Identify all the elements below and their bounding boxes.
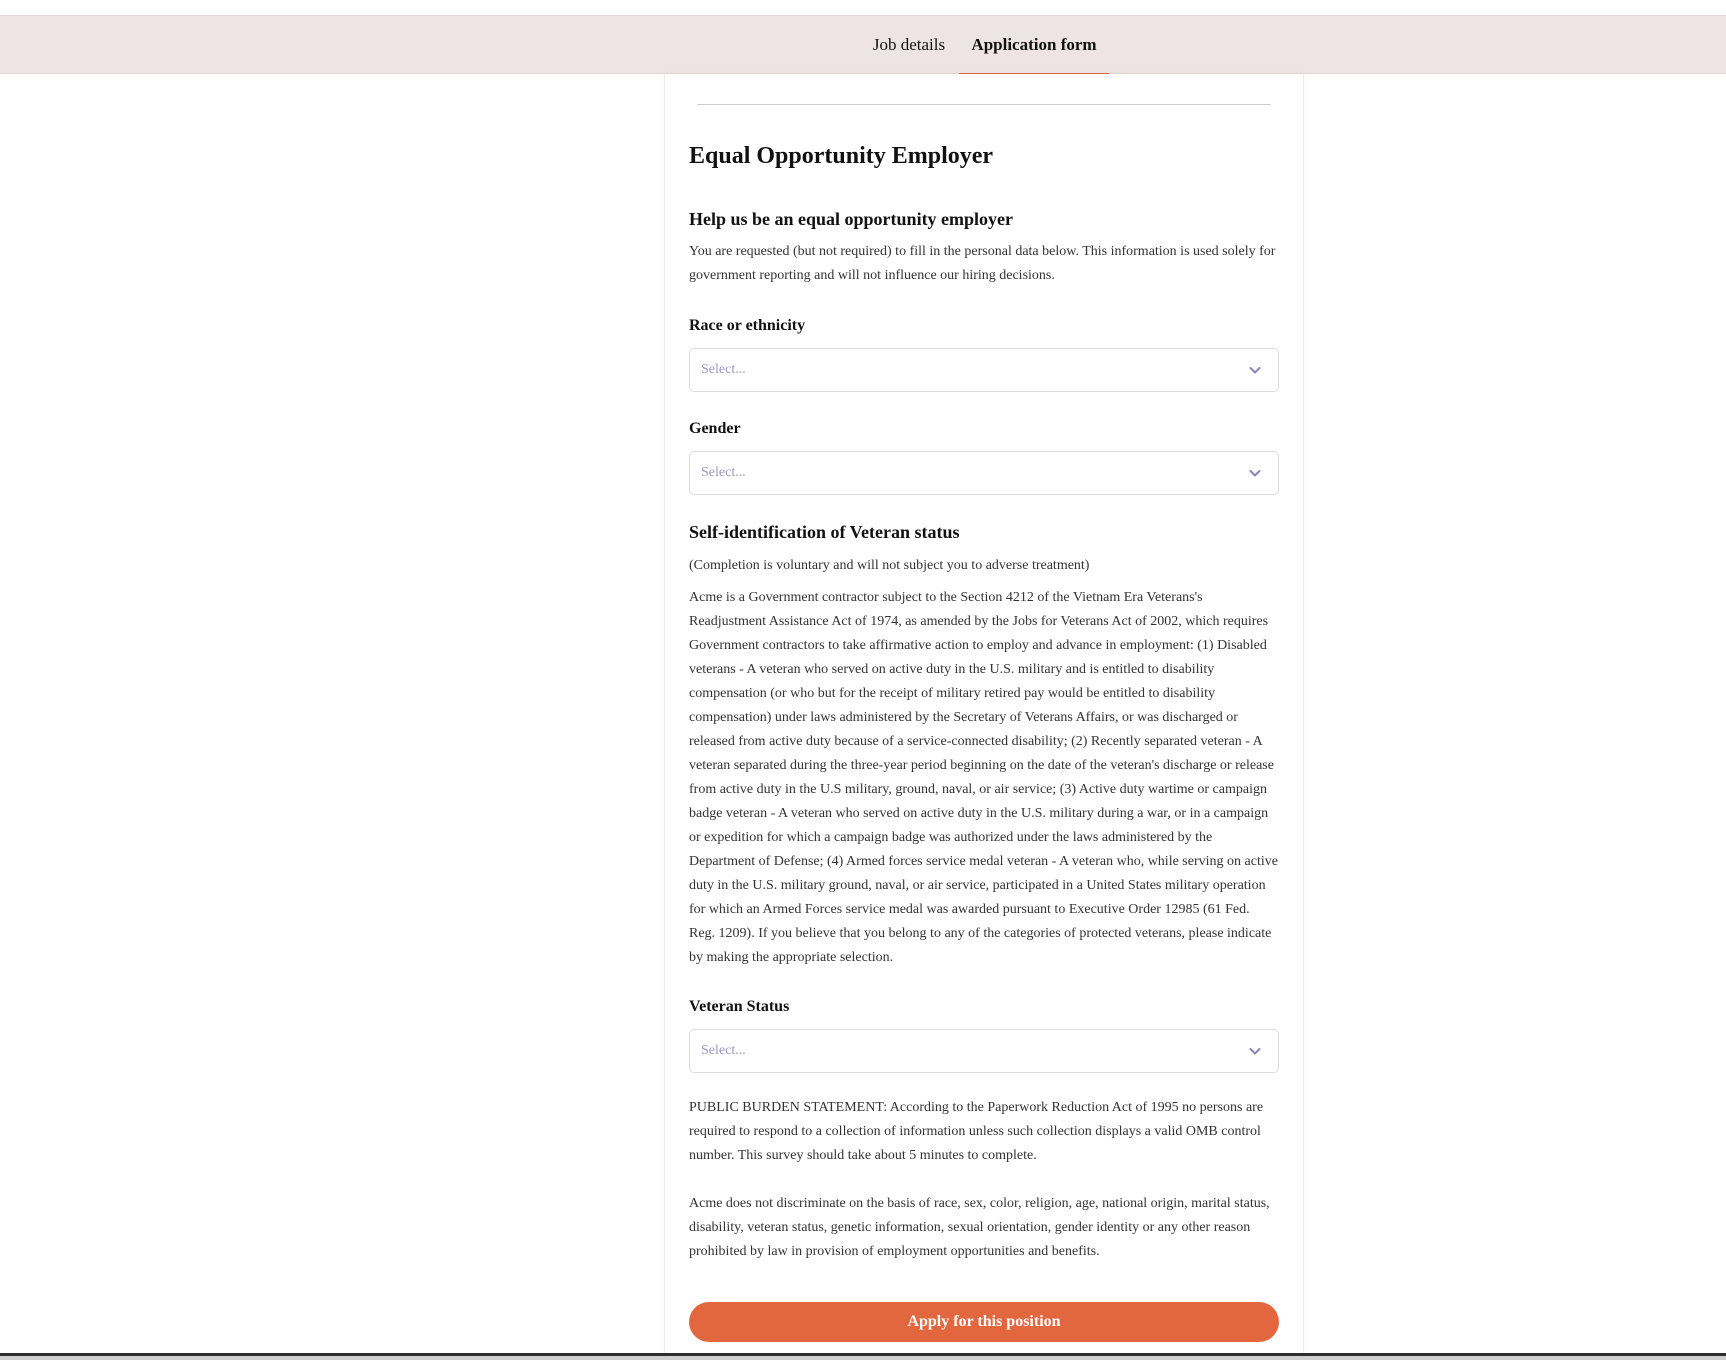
gender-select[interactable]: [689, 451, 1279, 495]
veteran-status-select[interactable]: [689, 1029, 1279, 1073]
chevron-down-icon: [1248, 363, 1262, 377]
tab-bar: [0, 15, 1726, 74]
veteran-description: Acme is a Government contractor subject to the Section 4212 of the Vietnam Era Veterans's Readjustment Assistance Act of 1974, as amended by the Jobs for Veterans Act of 2002, which requires Government contractors to take affirmative action to employ and advance in employment: (1) Disabled veterans - A veteran who served on active duty in the U.S. military and is entitled to disability compensation (or who but for the receipt of military retired pay would be entitled to disability compensation) under laws administered by the Secretary of Veterans Affairs, or was discharged or released from active duty because of a service-connected disability; (2) Recently separated veteran - A veteran separated during the three-year period beginning on the date of the veteran's discharge or release from active duty in the U.S military, ground, naval, or air service; (3) Active duty wartime or campaign badge veteran - A veteran who served on active duty in the U.S. military during a war, or in a campaign or expedition for which a campaign badge was authorized under the laws administered by the Department of Defense; (4) Armed forces service medal veteran - A veteran who, while serving on active duty in the U.S. military ground, naval, or air service, participated in a United States military operation for which an Armed Forces service medal was awarded pursuant to Executive Order 12985 (61 Fed. Reg. 1209). If you believe that you belong to any of the categories of protected veterans, please indicate by making the appropriate selection.: [689, 590, 1278, 965]
race-label: Race or ethnicity: [689, 317, 806, 334]
veteran-title: Self-identification of Veteran status: [689, 522, 960, 542]
public-burden-statement: PUBLIC BURDEN STATEMENT: According to the Paperwork Reduction Act of 1995 no persons are required to respond to a collection of information unless such collection displays a valid OMB control number. This survey should take about 5 minutes to complete.: [689, 1100, 1264, 1163]
gender-select-placeholder: Select...: [701, 465, 746, 480]
eeo-subtitle: Help us be an equal opportunity employer: [689, 209, 1014, 229]
eeo-title: Equal Opportunity Employer: [689, 143, 994, 169]
race-select[interactable]: [689, 348, 1279, 392]
gender-label: Gender: [689, 420, 741, 437]
tab-job-details[interactable]: Job details: [872, 35, 946, 54]
veteran-status-select-placeholder: Select...: [701, 1043, 746, 1058]
veteran-note: (Completion is voluntary and will not subject you to adverse treatment): [689, 558, 1090, 573]
eeo-intro: You are requested (but not required) to fill in the personal data below. This information is used solely for government reporting and will not influence our hiring decisions.: [689, 244, 1276, 283]
race-select-placeholder: Select...: [701, 362, 746, 377]
chevron-down-icon: [1248, 1044, 1262, 1058]
apply-button[interactable]: Apply for this position: [689, 1302, 1279, 1342]
tab-application-form[interactable]: Application form: [959, 16, 1109, 75]
bottom-band: [0, 1356, 1726, 1360]
non-discrimination-statement: Acme does not discriminate on the basis of race, sex, color, religion, age, national origin, marital status, disability, veteran status, genetic information, sexual orientation, gender identity or any other reason prohibited by law in provision of employment opportunities and benefits.: [689, 1196, 1270, 1259]
chevron-down-icon: [1248, 466, 1262, 480]
section-divider: [697, 104, 1271, 105]
veteran-status-label: Veteran Status: [689, 998, 790, 1015]
top-strip: [0, 0, 1726, 15]
